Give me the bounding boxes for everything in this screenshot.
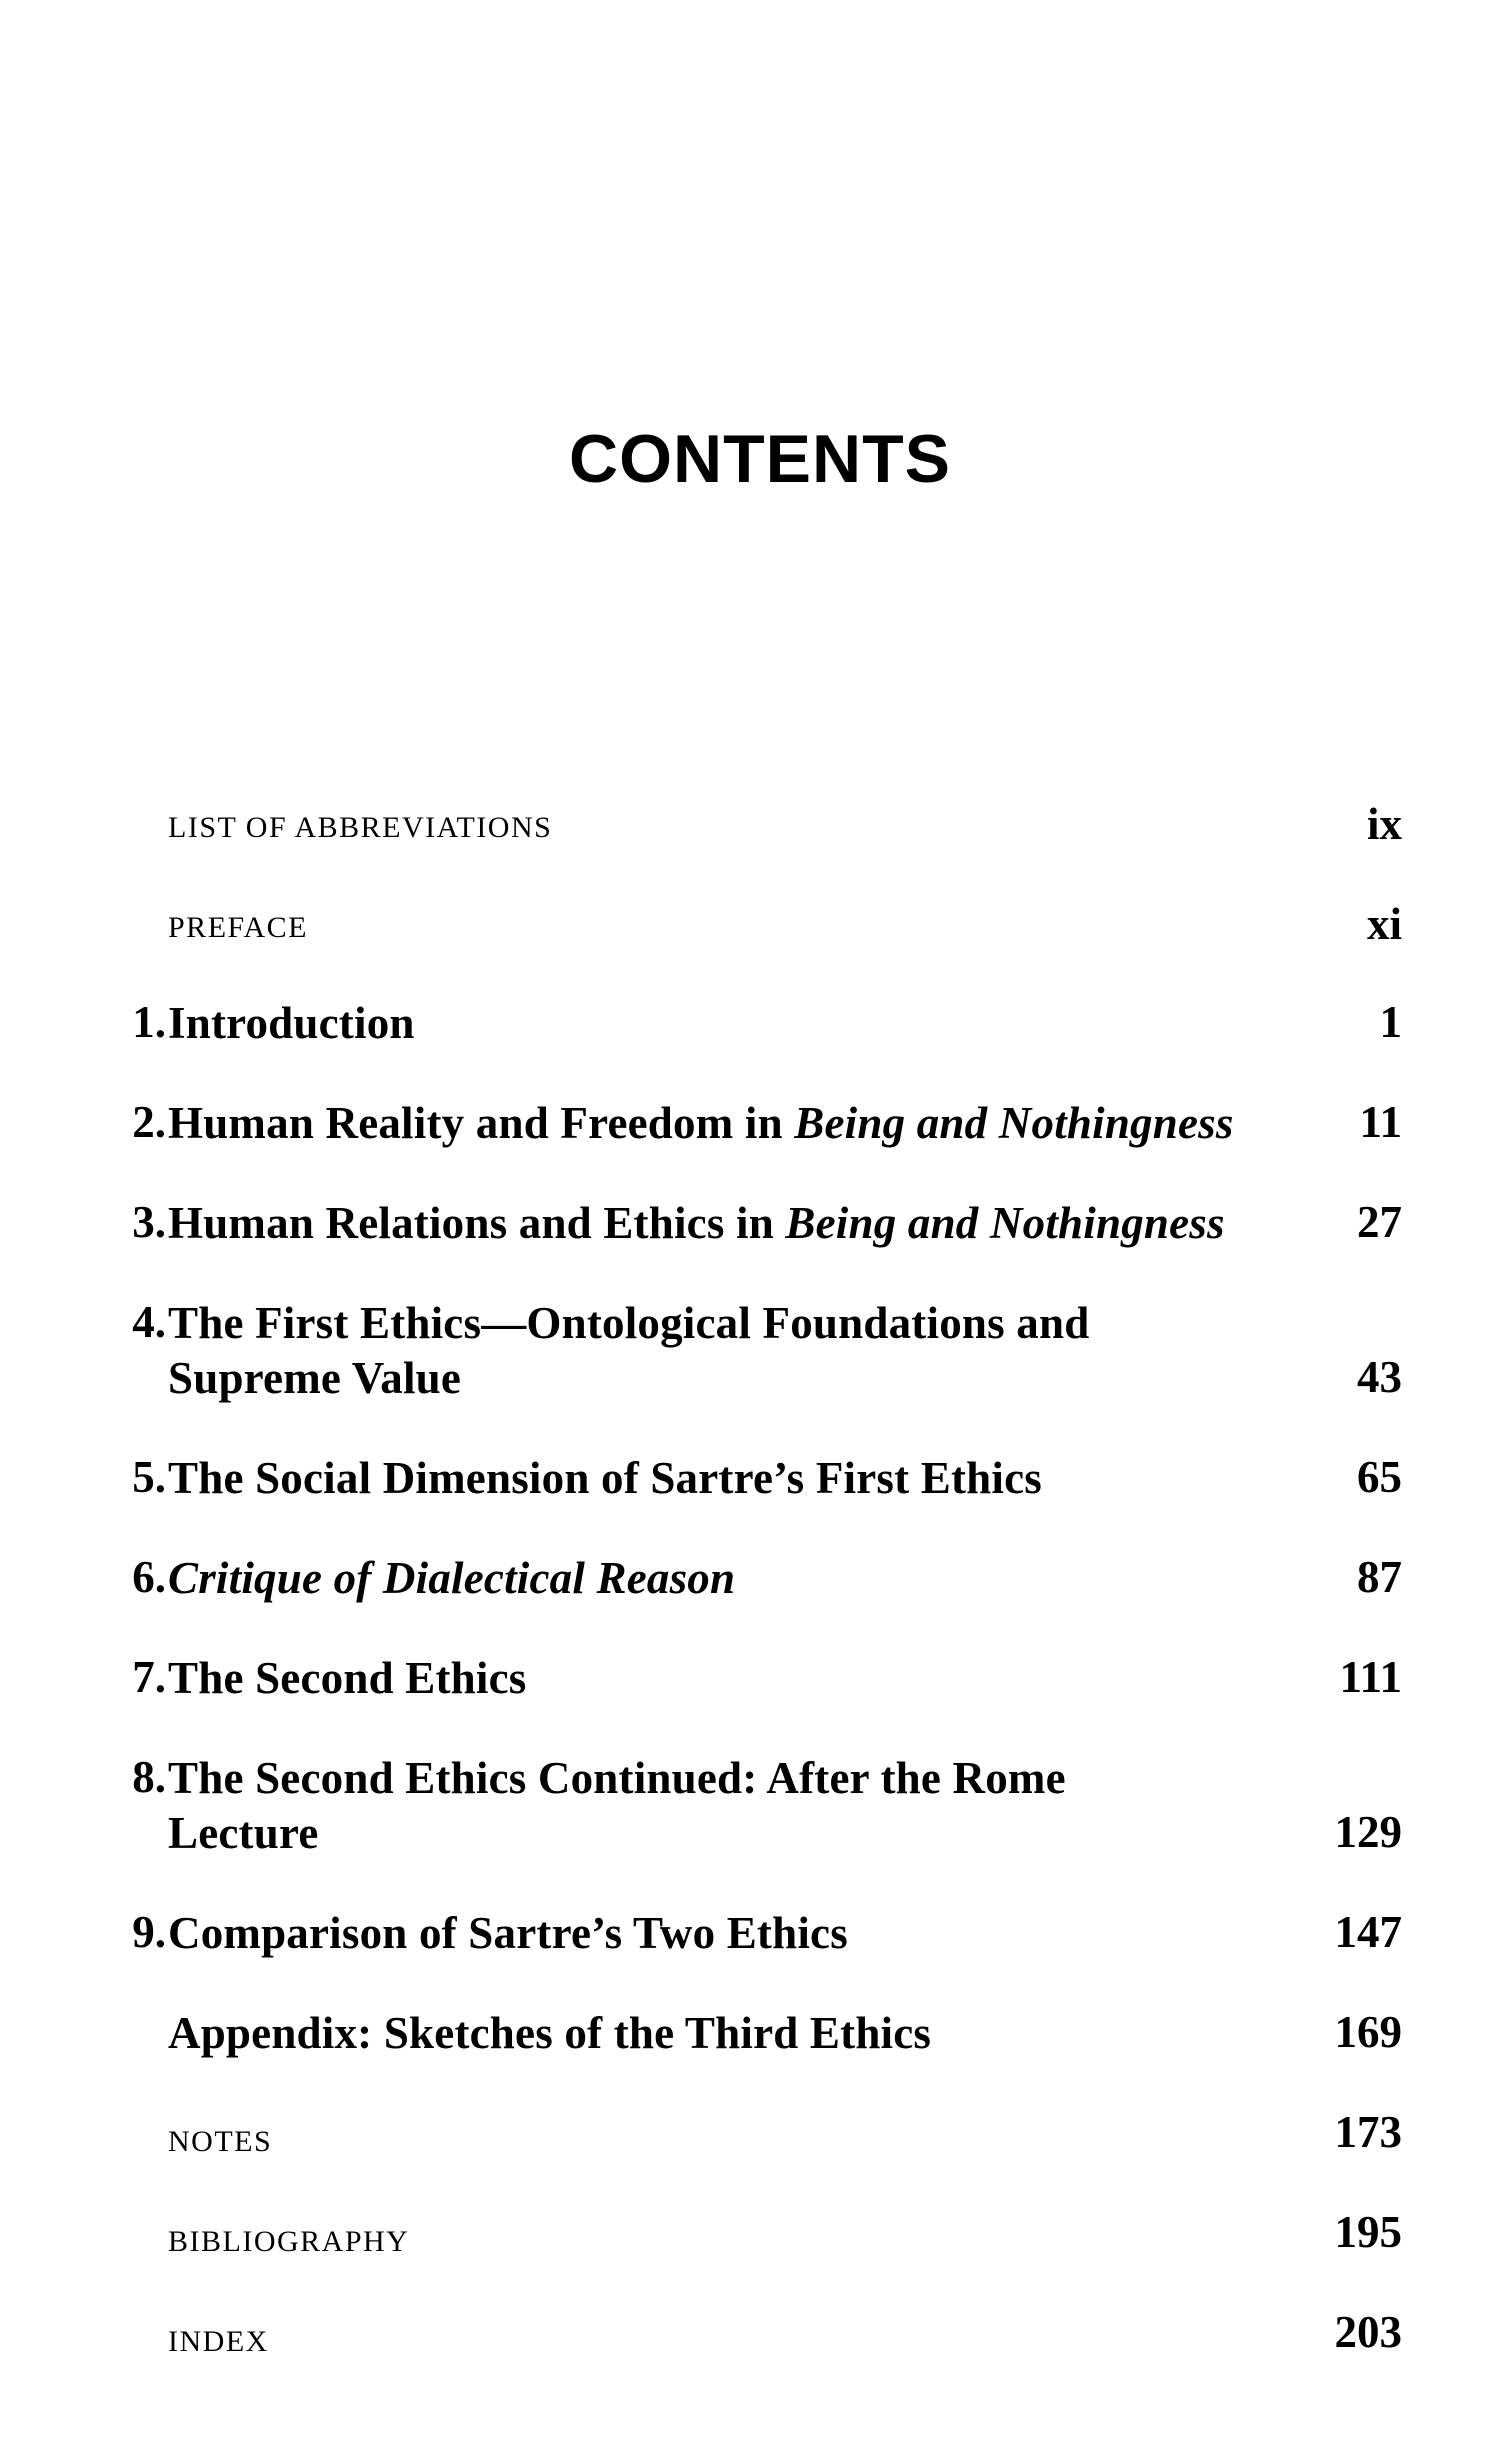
chapter-title: Human Relations and Ethics in Being and Nothingness: [168, 1198, 1225, 1248]
toc-page-number: 111: [1339, 1652, 1402, 1702]
toc-entry-label: NOTES: [168, 2125, 273, 2158]
chapter-number: 2.: [132, 1097, 166, 1147]
chapter-title: [168, 1296, 1348, 1406]
chapter-number: 8.: [132, 1752, 166, 1802]
chapter-title-line-1: The Second Ethics Continued: After the Rome: [168, 1753, 1066, 1803]
toc-entry-label: INDEX: [168, 2325, 269, 2358]
chapter-title: Comparison of Sartre’s Two Ethics: [168, 1908, 848, 1958]
toc-page-number: 173: [1334, 2107, 1402, 2157]
appendix-title: Appendix: Sketches of the Third Ethics: [168, 2008, 932, 2058]
chapter-number: 9.: [132, 1907, 166, 1957]
toc-page-number: 203: [1334, 2307, 1402, 2357]
chapter-number: 4.: [132, 1297, 166, 1347]
chapter-title-italic: Being and Nothingness: [794, 1098, 1234, 1148]
toc-page-number: 1: [1379, 997, 1402, 1047]
chapter-number: 5.: [132, 1452, 166, 1502]
chapter-title-line-2: Lecture: [168, 1808, 319, 1858]
toc-page-number: 87: [1357, 1552, 1402, 1602]
page-title: CONTENTS: [569, 421, 951, 497]
toc-page-number: xi: [1366, 899, 1402, 949]
toc-entry-label: LIST OF ABBREVIATIONS: [168, 811, 553, 844]
toc-page-number: ix: [1366, 799, 1402, 849]
toc-page-number: 43: [1357, 1352, 1402, 1402]
toc-page-number: 129: [1334, 1807, 1402, 1857]
toc-entry-label: BIBLIOGRAPHY: [168, 2225, 410, 2258]
toc-entry-label: PREFACE: [168, 911, 308, 944]
chapter-title: The Second Ethics: [168, 1653, 527, 1703]
toc-page-number: 169: [1334, 2007, 1402, 2057]
chapter-title: Critique of Dialectical Reason: [168, 1553, 736, 1603]
chapter-title: [168, 1751, 1348, 1861]
chapter-number: 3.: [132, 1197, 166, 1247]
chapter-title: Introduction: [168, 998, 415, 1048]
toc-page-number: 195: [1334, 2207, 1402, 2257]
toc-page-number: 147: [1334, 1907, 1402, 1957]
chapter-number: 1.: [132, 997, 166, 1047]
toc-page-number: 65: [1357, 1452, 1402, 1502]
chapter-title: The Social Dimension of Sartre’s First Ethics: [168, 1453, 1042, 1503]
toc-page-number: 11: [1359, 1097, 1402, 1147]
chapter-title-line-2: Supreme Value: [168, 1353, 462, 1403]
chapter-number: 7.: [132, 1652, 166, 1702]
chapter-title-italic: Being and Nothingness: [785, 1198, 1225, 1248]
chapter-title-line-1: The First Ethics—Ontological Foundations and: [168, 1298, 1090, 1348]
toc-page-number: 27: [1357, 1197, 1402, 1247]
chapter-title: Human Reality and Freedom in Being and Nothingness: [168, 1098, 1234, 1148]
chapter-number: 6.: [132, 1552, 166, 1602]
